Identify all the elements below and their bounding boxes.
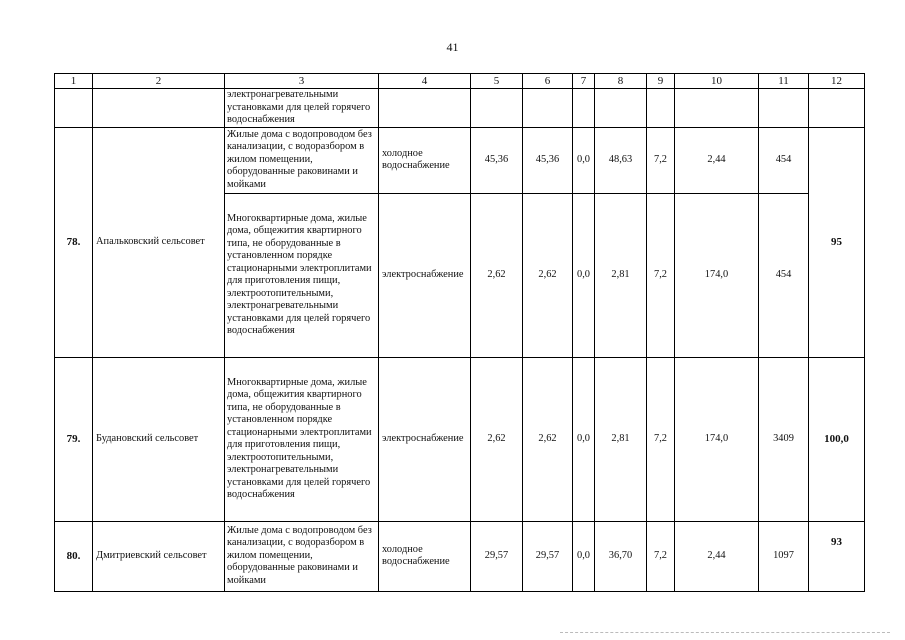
service-type: электроснабжение [379, 357, 471, 521]
value-cell: 7,2 [647, 193, 675, 357]
header-cell: 9 [647, 74, 675, 89]
value-cell: 48,63 [595, 127, 647, 193]
value-cell: 2,81 [595, 357, 647, 521]
category-description: электронагревательными установками для целей горячего водоснабжения [225, 89, 379, 128]
municipality-name: Дмитриевский сельсовет [93, 521, 225, 591]
continuation-row [55, 89, 865, 128]
value-cell: 454 [759, 193, 809, 357]
header-cell: 2 [93, 74, 225, 89]
table-row [55, 521, 865, 591]
value-cell: 2,44 [675, 127, 759, 193]
value-cell: 0,0 [573, 357, 595, 521]
value-cell: 2,62 [523, 357, 573, 521]
header-cell: 10 [675, 74, 759, 89]
value-cell: 7,2 [647, 521, 675, 591]
category-description: Многоквартирные дома, жилые дома, общежития квартирного типа, не оборудованные в установленном порядке стационарными электроплитами для приготовления пищи, электроотопительными, электронагревательными установками для целей горячего водоснабжения [225, 193, 379, 357]
page-number: 41 [446, 40, 459, 54]
row-number: 78. [55, 127, 93, 357]
value-cell: 2,62 [471, 193, 523, 357]
value-cell: 454 [759, 127, 809, 193]
total-cell: 100,0 [809, 357, 865, 521]
category-description: Многоквартирные дома, жилые дома, общежития квартирного типа, не оборудованные в установленном порядке стационарными электроплитами для приготовления пищи, электроотопительными, электронагревательными установками для целей горячего водоснабжения [225, 357, 379, 521]
municipality-name: Будановский сельсовет [93, 357, 225, 521]
category-description: Жилые дома с водопроводом без канализации, с водоразбором в жилом помещении, оборудованные раковинами и мойками [225, 127, 379, 193]
value-cell: 0,0 [573, 193, 595, 357]
value-cell: 7,2 [647, 127, 675, 193]
value-cell: 36,70 [595, 521, 647, 591]
row-number: 80. [55, 521, 93, 591]
header-cell: 3 [225, 74, 379, 89]
value-cell: 3409 [759, 357, 809, 521]
service-type: холодное водоснабжение [379, 521, 471, 591]
total-cell: 95 [809, 127, 865, 357]
value-cell: 2,62 [471, 357, 523, 521]
header-cell: 7 [573, 74, 595, 89]
category-description: Жилые дома с водопроводом без канализации, с водоразбором в жилом помещении, оборудованные раковинами и мойками [225, 521, 379, 591]
value-cell: 0,0 [573, 127, 595, 193]
header-cell: 12 [809, 74, 865, 89]
header-cell: 5 [471, 74, 523, 89]
tariff-table [54, 73, 865, 592]
header-cell: 4 [379, 74, 471, 89]
total-cell: 93 [809, 521, 865, 591]
table-row [55, 127, 865, 193]
value-cell: 45,36 [471, 127, 523, 193]
value-cell: 7,2 [647, 357, 675, 521]
value-cell: 2,81 [595, 193, 647, 357]
header-cell: 1 [55, 74, 93, 89]
service-type: электроснабжение [379, 193, 471, 357]
header-cell: 11 [759, 74, 809, 89]
table-row [55, 357, 865, 521]
scan-artifact-line [560, 632, 890, 633]
header-cell: 6 [523, 74, 573, 89]
service-type: холодное водоснабжение [379, 127, 471, 193]
row-number: 79. [55, 357, 93, 521]
value-cell: 174,0 [675, 193, 759, 357]
value-cell: 29,57 [523, 521, 573, 591]
value-cell: 2,44 [675, 521, 759, 591]
municipality-name: Апальковский сельсовет [93, 127, 225, 357]
value-cell: 0,0 [573, 521, 595, 591]
value-cell: 2,62 [523, 193, 573, 357]
column-number-header [55, 74, 865, 89]
value-cell: 29,57 [471, 521, 523, 591]
value-cell: 174,0 [675, 357, 759, 521]
header-cell: 8 [595, 74, 647, 89]
value-cell: 45,36 [523, 127, 573, 193]
value-cell: 1097 [759, 521, 809, 591]
